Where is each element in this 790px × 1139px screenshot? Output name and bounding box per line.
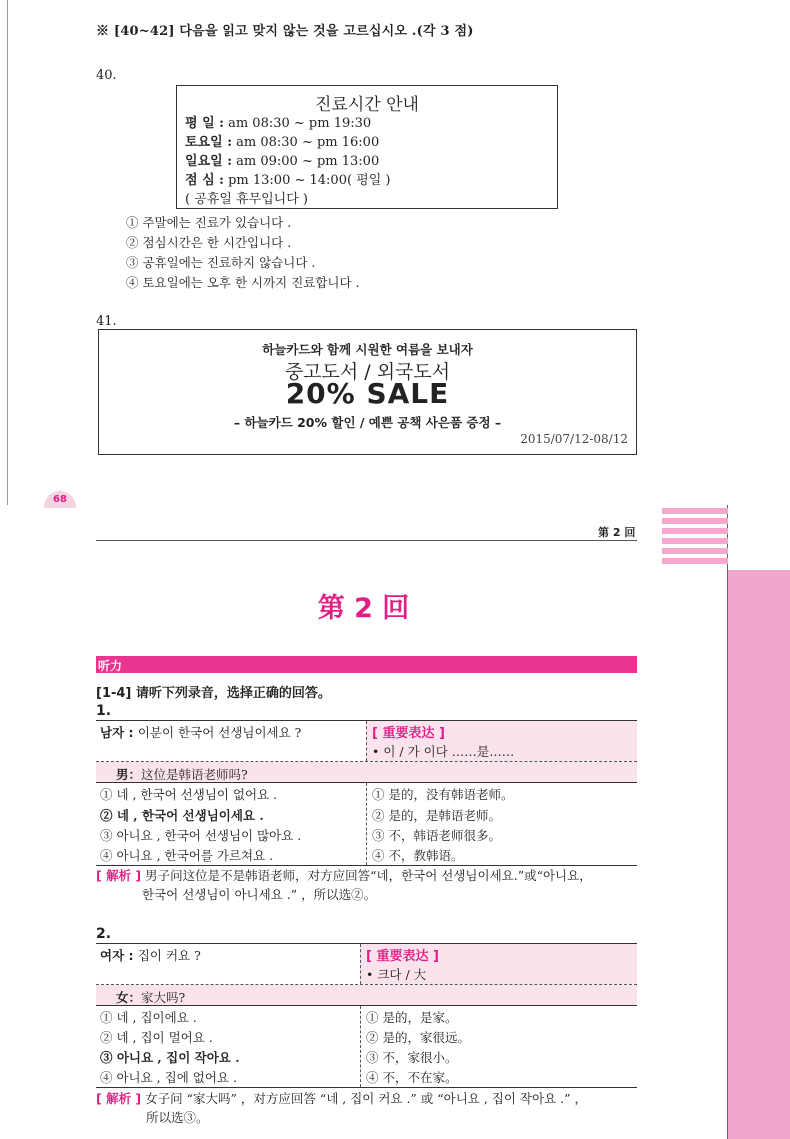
q2-option-zh-2: ② 是的，家很远。 xyxy=(366,1030,470,1045)
q1-option-ko-2: ② 네 , 한국어 선생님이세요 . xyxy=(100,808,264,823)
q2-key-title: [ 重要表达 ] xyxy=(366,949,439,964)
q40-option-3: ③ 공휴일에는 진료하지 않습니다 . xyxy=(126,255,316,270)
question-41-number: 41. xyxy=(96,314,117,329)
decorative-stripe xyxy=(662,548,728,554)
running-header: 第 2 回 xyxy=(598,526,636,539)
q2-option-ko-3: ③ 아니요 , 집이 작아요 . xyxy=(100,1050,240,1065)
ad-book-types: 중고도서 / 외국도서 xyxy=(284,361,451,383)
header-rule xyxy=(96,540,637,541)
q1-option-zh-2: ② 是的，是韩语老师。 xyxy=(372,808,501,823)
q1-translation: 男：这位是韩语老师吗? xyxy=(116,767,248,782)
ad-date-range: 2015/07/12-08/12 xyxy=(520,432,628,446)
q2-key-item: • 크다 / 大 xyxy=(366,967,427,982)
q40-option-4: ④ 토요일에는 오후 한 시까지 진료합니다 . xyxy=(126,275,360,290)
exam-instruction: ※ [40~42] 다음을 읽고 맞지 않는 것을 고르십시오 .(각 3 점) xyxy=(96,24,474,39)
question-1-number: 1. xyxy=(96,703,112,719)
page-side-tab xyxy=(728,570,790,1139)
q1-key-item: • 이 / 가 이다 ……是…… xyxy=(372,744,515,759)
decorative-stripe xyxy=(662,558,728,564)
q2-option-ko-2: ② 네 , 집이 멀어요 . xyxy=(100,1030,213,1045)
holiday-note: ( 공휴일 휴무입니다 ) xyxy=(185,192,309,207)
q1-prompt: 남자 : 이분이 한국어 선생님이세요 ? xyxy=(100,725,302,740)
q1-option-ko-1: ① 네 , 한국어 선생님이 없어요 . xyxy=(100,787,278,802)
question-2-number: 2. xyxy=(96,926,112,942)
q2-analysis: [ 解析 ] 女子问 “家大吗” ，对方应回答 “네 , 집이 커요 .” 或 “아니요 , 집이 작아요 .” ， 所以选③。 xyxy=(96,1091,587,1125)
ad-tagline: 하늘카드와 함께 시원한 여름을 보내자 xyxy=(262,342,473,357)
clinic-hours-notice xyxy=(176,85,558,209)
schedule-saturday: 토요일 : am 08:30 ~ pm 16:00 xyxy=(185,135,380,150)
schedule-lunch: 점 심 : pm 13:00 ~ 14:00( 평일 ) xyxy=(185,173,391,188)
schedule-sunday: 일요일 : am 09:00 ~ pm 13:00 xyxy=(185,154,380,169)
q2-option-zh-1: ① 是的，是家。 xyxy=(366,1010,458,1025)
ad-benefits: – 하늘카드 20% 할인 / 예쁜 공책 사은품 증정 – xyxy=(233,415,502,430)
question-2-table xyxy=(96,943,637,1088)
q1-option-zh-3: ③ 不，韩语老师很多。 xyxy=(372,828,501,843)
question-1-table xyxy=(96,720,637,866)
q40-option-2: ② 점심시간은 한 시간입니다 . xyxy=(126,235,292,250)
q40-option-1: ① 주말에는 진료가 있습니다 . xyxy=(126,215,292,230)
q2-option-zh-4: ④ 不，不在家。 xyxy=(366,1070,458,1085)
schedule-weekday: 평 일 : am 08:30 ~ pm 19:30 xyxy=(185,116,372,131)
section-label: 听力 xyxy=(98,659,123,673)
q2-translation: 女：家大吗? xyxy=(116,990,186,1005)
decorative-stripe xyxy=(662,518,728,524)
decorative-stripe xyxy=(662,528,728,534)
q1-analysis: [ 解析 ] 男子问这位是不是韩语老师，对方应回答“네，한국어 선생님이세요.”或“아니요， 한국어 선생님이 아니세요 .” ，所以选②。 xyxy=(96,868,592,902)
q2-prompt: 여자 : 집이 커요 ? xyxy=(100,948,201,963)
q1-option-zh-4: ④ 不，教韩语。 xyxy=(372,848,464,863)
analysis-tag: [ 解析 ] xyxy=(96,868,142,883)
page-left-rule xyxy=(7,0,8,505)
section-bar xyxy=(96,656,637,673)
q1-key-title: [ 重要表达 ] xyxy=(372,726,445,741)
q1-option-zh-1: ① 是的，没有韩语老师。 xyxy=(372,787,514,802)
q2-option-zh-3: ③ 不，家很小。 xyxy=(366,1050,458,1065)
question-40-number: 40. xyxy=(96,68,117,83)
q1-option-ko-3: ③ 아니요 , 한국어 선생님이 많아요 . xyxy=(100,828,302,843)
chapter-title: 第 2 回 xyxy=(317,593,410,624)
page-number: 68 xyxy=(53,494,67,505)
analysis-tag: [ 解析 ] xyxy=(96,1091,142,1106)
q1-option-ko-4: ④ 아니요 , 한국어를 가르쳐요 . xyxy=(100,848,274,863)
sale-advertisement xyxy=(98,329,637,455)
notice-title: 진료시간 안내 xyxy=(315,95,419,115)
q2-option-ko-1: ① 네 , 집이에요 . xyxy=(100,1010,197,1025)
sub-instruction: [1-4] 请听下列录音，选择正确的回答。 xyxy=(96,686,331,701)
ad-sale-headline: 20% SALE xyxy=(285,377,450,410)
decorative-stripe xyxy=(662,538,728,544)
decorative-stripe xyxy=(662,508,728,514)
q2-option-ko-4: ④ 아니요 , 집에 없어요 . xyxy=(100,1070,237,1085)
